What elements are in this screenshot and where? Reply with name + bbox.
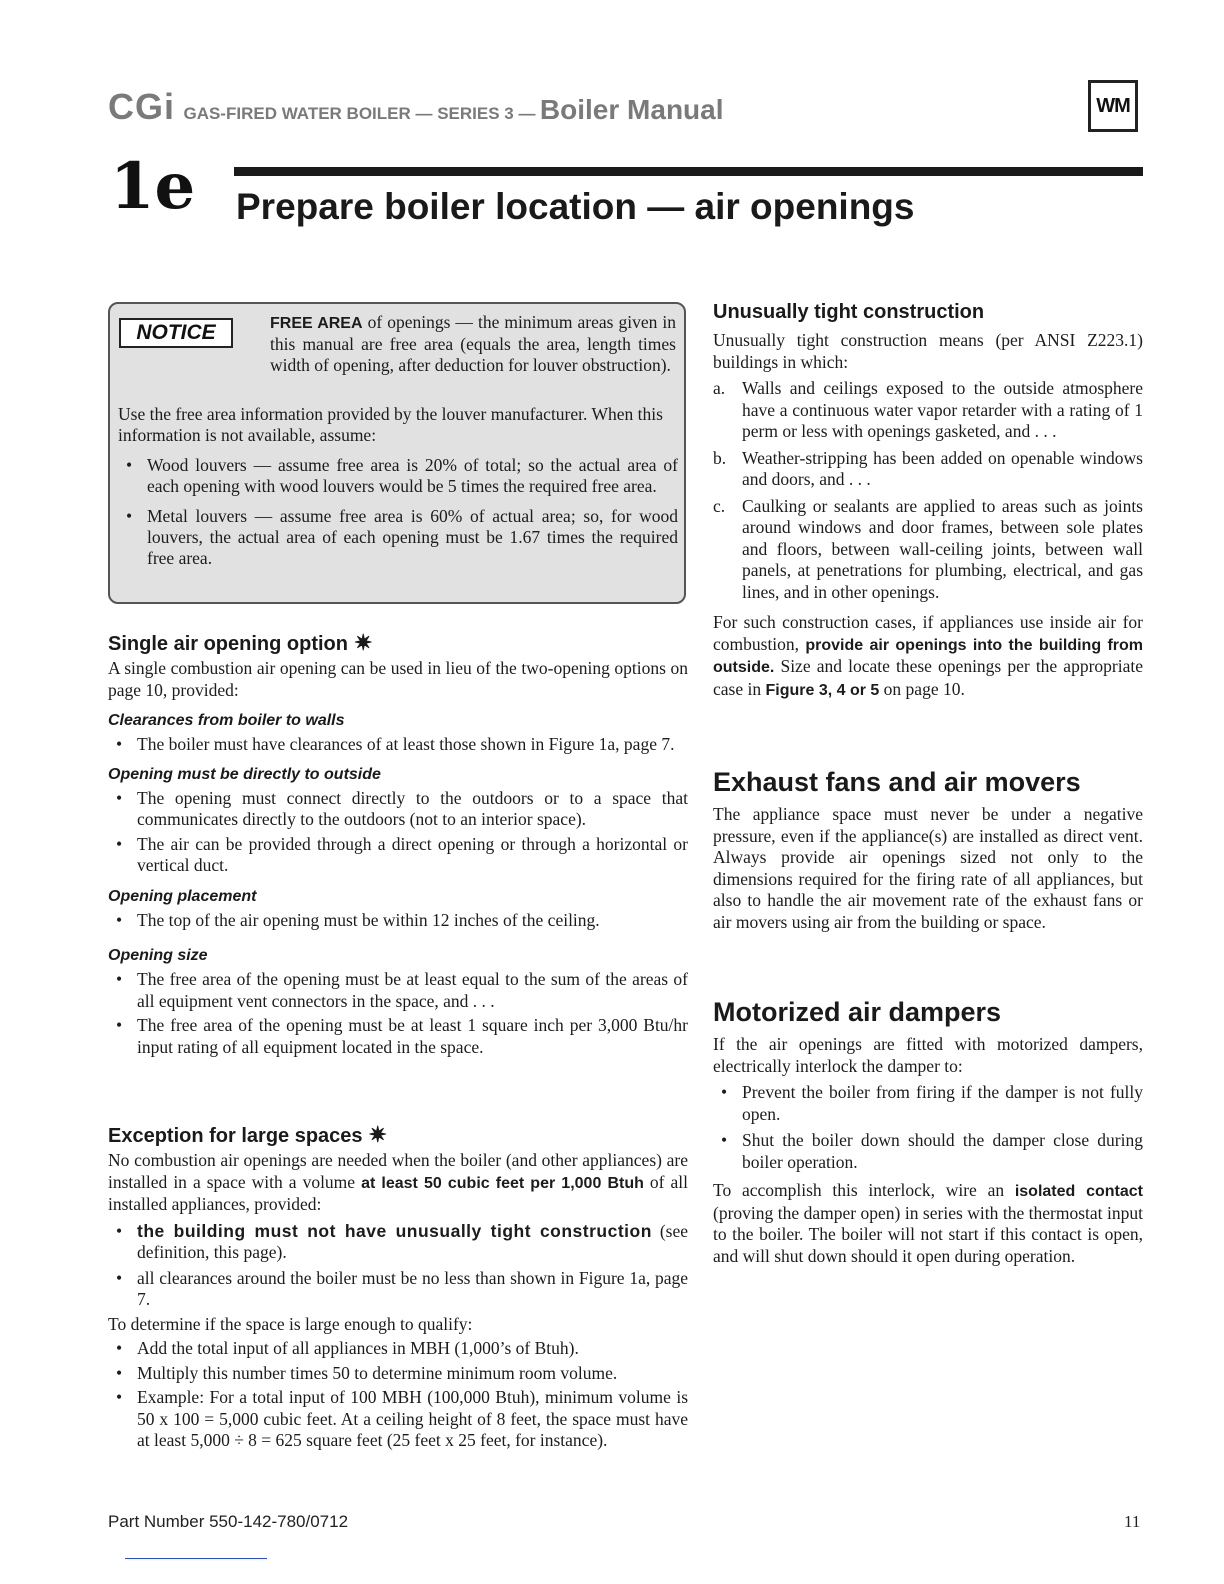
page-number: 11	[1124, 1512, 1141, 1531]
list-item: • Multiply this number times 50 to determine minimum room volume.	[116, 1362, 618, 1383]
list-item: • The boiler must have clearances of at least those shown in Figure 1a, page 7.	[116, 734, 675, 754]
list-item: • The air can be provided through a direct opening or through a horizontal or vertical duct.	[116, 833, 688, 875]
exception-section	[108, 1124, 688, 1452]
dampers-intro: If the air openings are fitted with motorized dampers, electrically interlock the damper to:	[713, 1034, 1143, 1076]
list-item: • Example: For a total input of 100 MBH (100,000 Btuh), minimum volume is 50 x 100 = 5,000 cubic feet. At a ceiling height of 8 feet, the space must have at least 5,000 ÷ 8 = 625 square feet (25 feet x 25 feet, for instance).	[116, 1387, 688, 1450]
single-opening-intro: A single combustion air opening can be used in lieu of the two-opening options on page 10, provided:	[108, 658, 688, 700]
exception-intro: No combustion air openings are needed when the boiler (and other appliances) are installed in a space with a volume at least 50 cubic feet per 1,000 Btuh of all installed appliances, provided:	[108, 1150, 688, 1214]
product-series: GAS-FIRED WATER BOILER — SERIES 3 —	[183, 104, 536, 123]
asterisk-icon: ✷	[368, 1122, 387, 1147]
list-item: • Shut the boiler down should the damper close during boiler operation.	[721, 1130, 1143, 1172]
single-opening-section	[108, 632, 688, 1058]
dampers-heading: Motorized air dampers	[713, 997, 1002, 1027]
dampers-paragraph: To accomplish this interlock, wire an isolated contact (proving the damper open) in series with the thermostat input to the boiler. The boiler will not start if this contact is open, and will shut down should it open during operation.	[713, 1180, 1143, 1266]
tight-intro: Unusually tight construction means (per ANSI Z223.1) buildings in which:	[713, 330, 1143, 372]
list-item: • Add the total input of all appliances in MBH (1,000’s of Btuh).	[116, 1338, 579, 1358]
list-item: a. Walls and ceilings exposed to the outside atmosphere have a continuous water vapor retarder with a rating of 1 perm or less with openings gasketed, and . . .	[713, 378, 1143, 441]
notice-intro-text: of openings — the minimum areas given in this manual are free area (equals the area, length times width of opening, after deduction for louver obstruction).	[270, 312, 677, 375]
logo-text: WM	[1096, 94, 1130, 117]
subheading-placement: Opening placement	[108, 887, 257, 905]
asterisk-icon: ✷	[354, 630, 373, 655]
list-item: • Wood louvers — assume free area is 20% of total; so the actual area of each opening with wood louvers would be 5 times the required free area.	[126, 455, 678, 496]
list-item: • The top of the air opening must be within 12 inches of the ceiling.	[116, 909, 600, 930]
notice-body-text: Use the free area information provided by the louver manufacturer. When this information is not available, assume:	[118, 404, 663, 445]
exhaust-section	[713, 766, 1143, 933]
dampers-section	[713, 996, 1143, 1267]
tight-paragraph: For such construction cases, if appliances use inside air for combustion, provide air openings into the building from outside. Size and locate these openings per the appropriate case in Figure 3, 4 or 5 on page 10.	[713, 612, 1143, 699]
exception-heading: Exception for large spaces ✷	[108, 1122, 387, 1147]
list-item: • The opening must connect directly to the outdoors or to a space that communicates directly to the outdoors (not to an interior space).	[116, 787, 688, 829]
manual-title: Boiler Manual	[539, 94, 724, 125]
list-item: • all clearances around the boiler must be no less than shown in Figure 1a, page 7.	[116, 1267, 688, 1309]
running-header	[108, 86, 724, 130]
free-area-term: FREE AREA	[270, 315, 363, 332]
exhaust-text: The appliance space must never be under a negative pressure, even if the appliance(s) are installed as direct vent. Always provide air openings sized not only to the dimensions required for the firing rate of all appliances, but also to handle the air movement rate of the exhaust fans or air movers using air from the building or space.	[713, 804, 1143, 932]
list-item: • The free area of the opening must be at least equal to the sum of the areas of all equipment vent connectors in the space, and . . .	[116, 969, 688, 1011]
list-item: • The free area of the opening must be at least 1 square inch per 3,000 Btu/hr input rating of all equipment located in the space.	[116, 1015, 688, 1057]
subheading-clearances: Clearances from boiler to walls	[108, 712, 345, 729]
subheading-direct-outside: Opening must be directly to outside	[108, 765, 381, 783]
list-item: • the building must not have unusually tight construction (see definition, this page).	[116, 1220, 688, 1262]
list-item: c. Caulking or sealants are applied to areas such as joints around windows and door frames, between sole plates and floors, between wall-ceiling joints, between wall panels, at penetrations for plumbing, electrical, and gas lines, and in other openings.	[713, 495, 1143, 602]
list-item: • Metal louvers — assume free area is 60% of actual area; so, for wood louvers, the actual area of each opening must be 1.67 times the required free area.	[126, 506, 678, 568]
notice-intro	[270, 312, 676, 376]
list-item: • Prevent the boiler from firing if the damper is not fully open.	[721, 1082, 1143, 1124]
notice-body	[118, 404, 678, 569]
list-item: b. Weather-stripping has been added on openable windows and doors, and . . .	[713, 447, 1143, 489]
exhaust-heading: Exhaust fans and air movers	[713, 767, 1081, 797]
company-logo	[1088, 80, 1138, 132]
link-underline	[125, 1558, 267, 1559]
section-title: Prepare boiler location — air openings	[236, 186, 915, 227]
brand-name: CGi	[108, 86, 176, 127]
single-opening-heading: Single air opening option ✷	[108, 630, 373, 655]
determine-text: To determine if the space is large enough to qualify:	[108, 1313, 473, 1334]
section-number: 1e	[110, 149, 196, 224]
part-number: Part Number 550-142-780/0712	[108, 1512, 349, 1531]
subheading-size: Opening size	[108, 947, 208, 964]
tight-construction-heading: Unusually tight construction	[713, 301, 985, 323]
notice-badge: NOTICE	[119, 318, 233, 348]
title-rule	[234, 167, 1143, 176]
tight-construction-section	[713, 300, 1143, 701]
